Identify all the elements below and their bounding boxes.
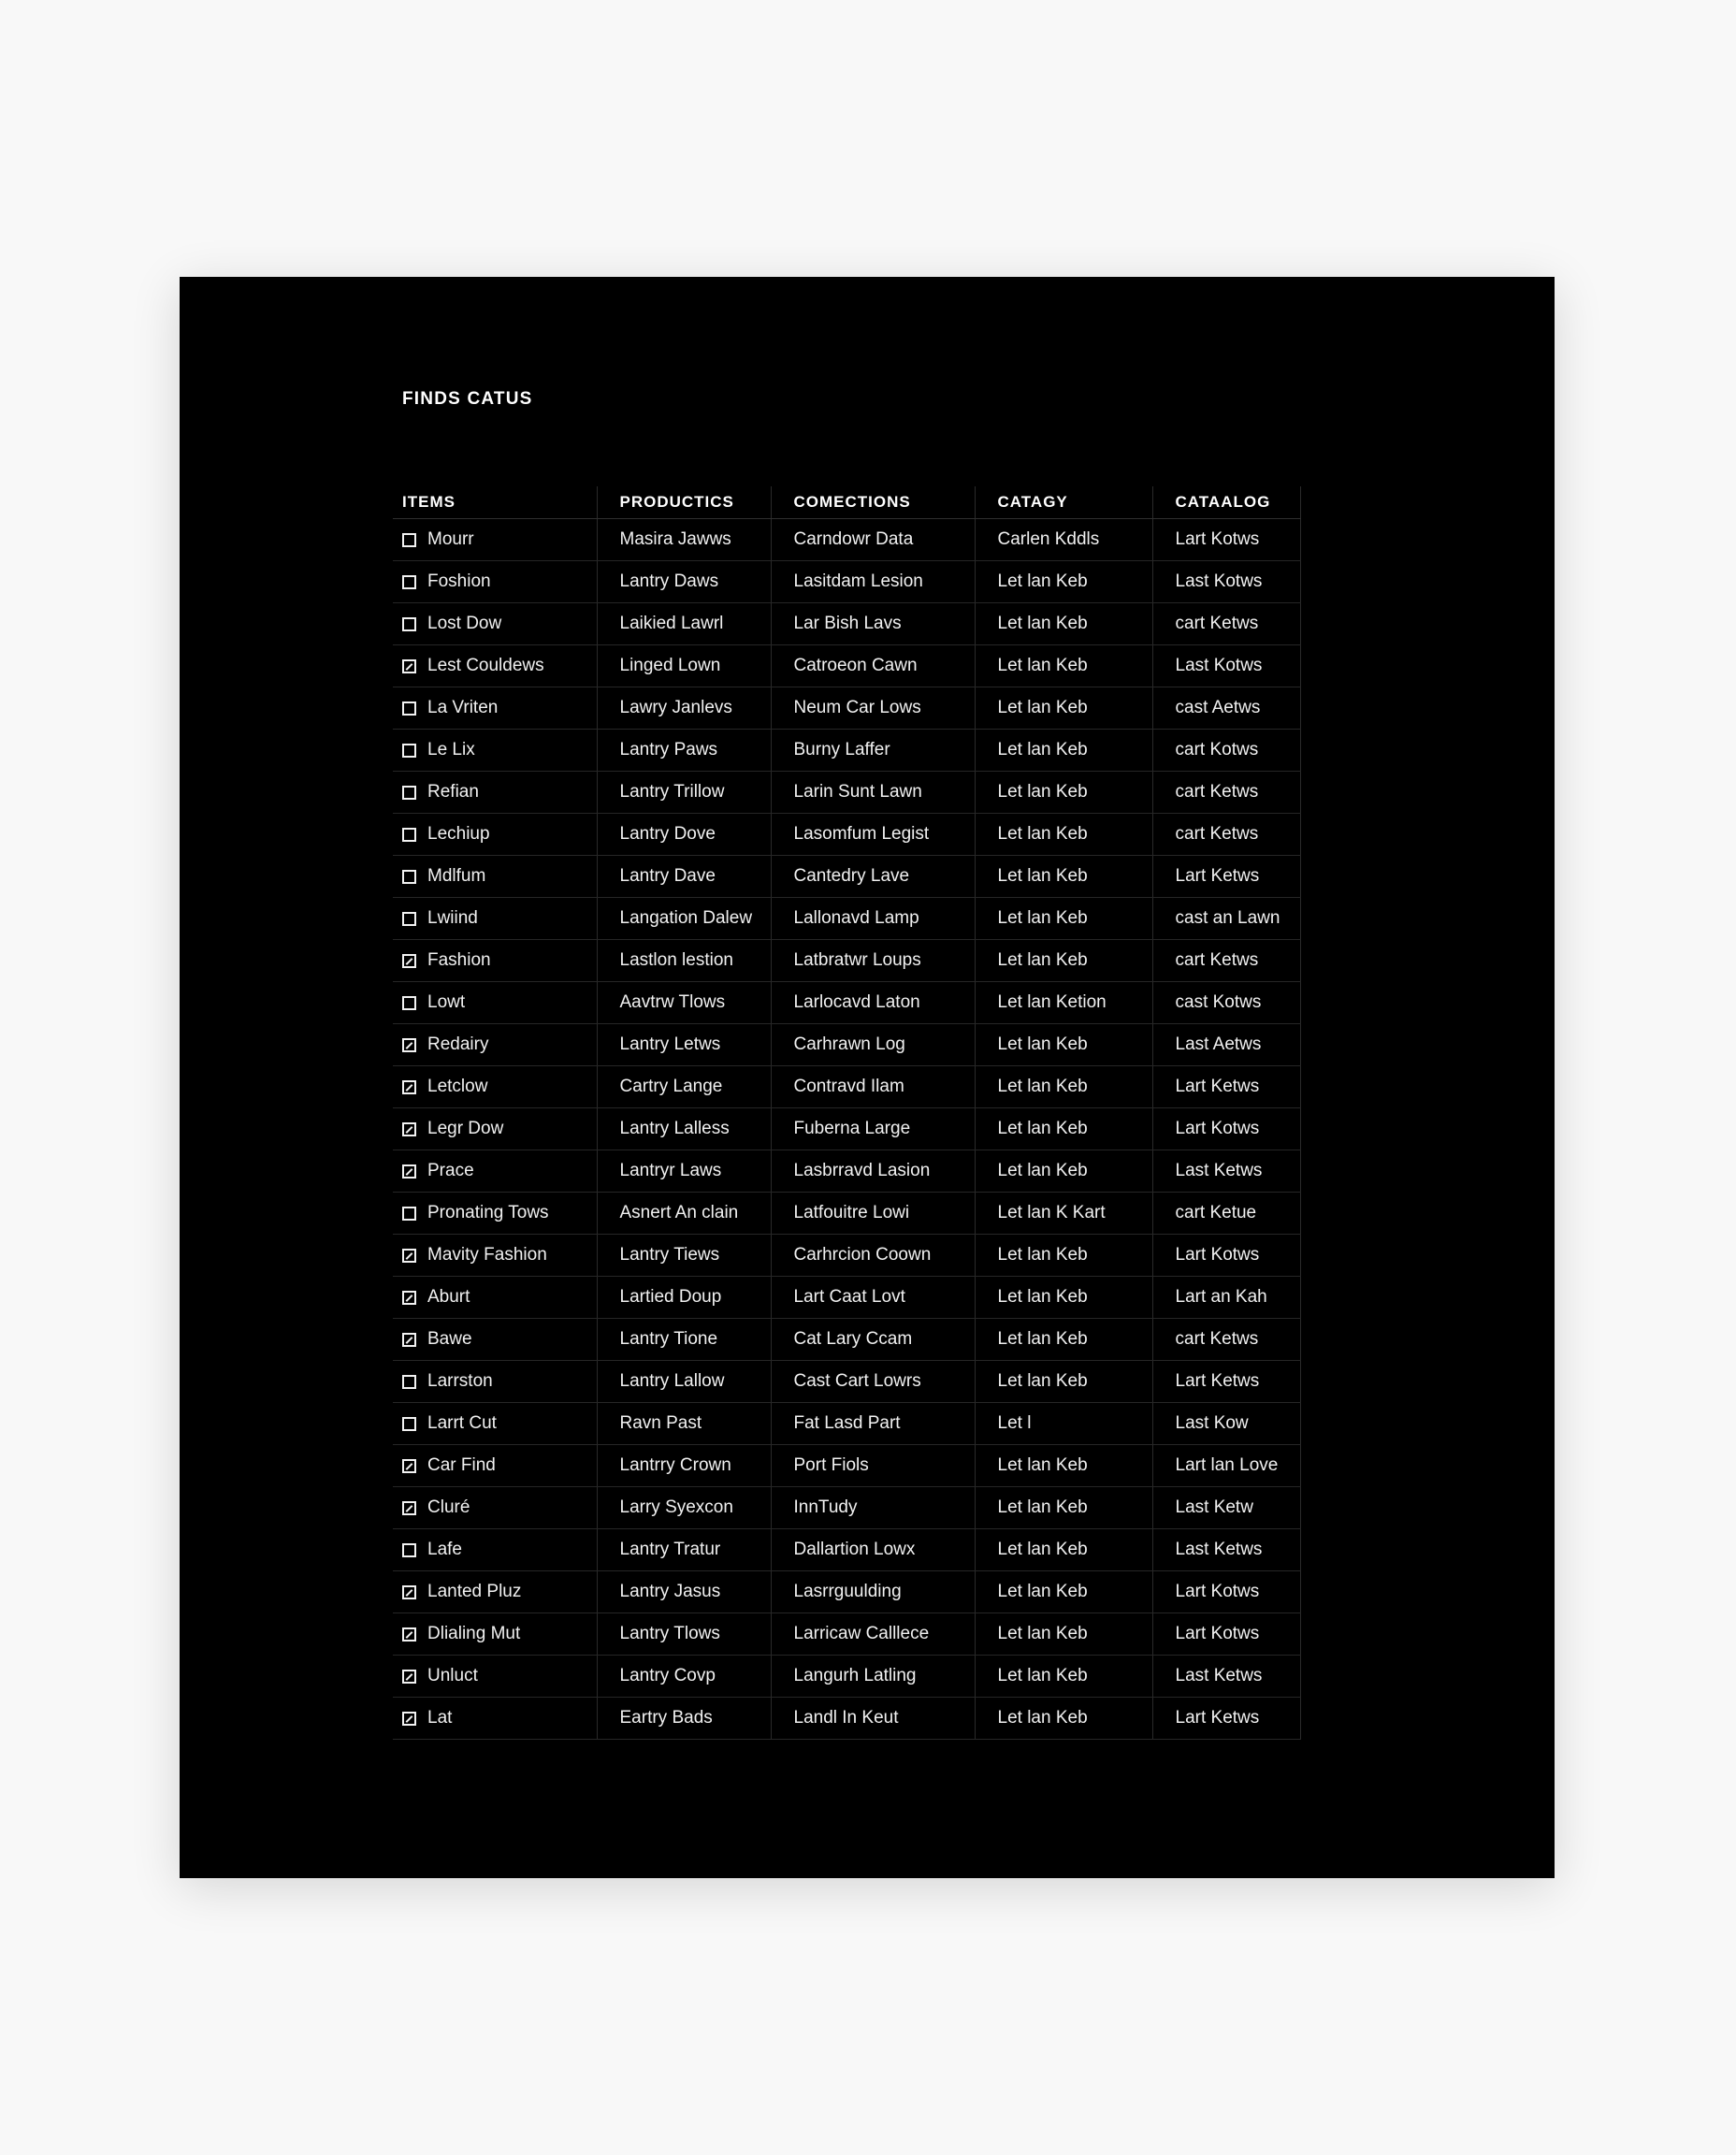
item-cell <box>393 1445 597 1487</box>
category-cell: Let lan Keb <box>975 898 1152 940</box>
table-row[interactable] <box>393 603 1300 645</box>
checkbox-icon[interactable] <box>402 1543 416 1557</box>
item-cell <box>393 1277 597 1319</box>
table-row[interactable] <box>393 982 1300 1024</box>
item-cell <box>393 856 597 898</box>
item-cell-content <box>402 740 597 760</box>
catalog-cell: Lart lan Love <box>1152 1445 1300 1487</box>
table-row[interactable] <box>393 1656 1300 1698</box>
item-cell <box>393 1613 597 1656</box>
category-cell: Let lan Keb <box>975 1319 1152 1361</box>
catalog-cell: Lart Kotws <box>1152 1108 1300 1150</box>
table-row[interactable] <box>393 1403 1300 1445</box>
item-cell <box>393 645 597 687</box>
item-label: Unluct <box>427 1666 478 1685</box>
collection-cell: Larin Sunt Lawn <box>771 772 975 814</box>
collection-cell: Cast Cart Lowrs <box>771 1361 975 1403</box>
catalog-cell: Last Kow <box>1152 1403 1300 1445</box>
item-cell-content <box>402 950 597 971</box>
item-cell <box>393 561 597 603</box>
product-cell: Lantry Letws <box>597 1024 771 1066</box>
product-cell: Cartry Lange <box>597 1066 771 1108</box>
collection-cell: Port Fiols <box>771 1445 975 1487</box>
catalog-cell: Last Ketws <box>1152 1529 1300 1571</box>
item-label: Legr Dow <box>427 1119 504 1138</box>
item-cell-content <box>402 866 597 887</box>
checkbox-icon[interactable] <box>402 1207 416 1221</box>
table-row[interactable] <box>393 940 1300 982</box>
item-cell <box>393 1571 597 1613</box>
table-row[interactable] <box>393 1529 1300 1571</box>
checked-checkbox-icon[interactable] <box>402 1038 416 1052</box>
checkbox-icon[interactable] <box>402 870 416 884</box>
table-row[interactable] <box>393 1024 1300 1066</box>
catalog-cell: Lart Ketws <box>1152 1066 1300 1108</box>
item-cell-content <box>402 1708 597 1728</box>
item-label: Lanted Pluz <box>427 1582 522 1601</box>
checked-checkbox-icon[interactable] <box>402 659 416 673</box>
item-cell <box>393 772 597 814</box>
column-header-comections[interactable]: COMECTIONS <box>771 486 975 519</box>
checked-checkbox-icon[interactable] <box>402 1080 416 1094</box>
column-header-catagy[interactable]: CATAGY <box>975 486 1152 519</box>
product-cell: Lantryr Laws <box>597 1150 771 1193</box>
collection-cell: Lasbrravd Lasion <box>771 1150 975 1193</box>
collection-cell: Lart Caat Lovt <box>771 1277 975 1319</box>
collection-cell: Catroeon Cawn <box>771 645 975 687</box>
catalog-cell: Lart Ketws <box>1152 856 1300 898</box>
collection-cell: Carndowr Data <box>771 519 975 561</box>
category-cell: Let lan Keb <box>975 814 1152 856</box>
category-cell: Let lan Keb <box>975 1277 1152 1319</box>
product-cell: Lantry Tratur <box>597 1529 771 1571</box>
category-cell: Let lan Keb <box>975 1487 1152 1529</box>
collection-cell: Burny Laffer <box>771 730 975 772</box>
checkbox-icon[interactable] <box>402 575 416 589</box>
table-row[interactable] <box>393 1319 1300 1361</box>
catalog-table-container <box>393 486 1300 1740</box>
table-row[interactable] <box>393 730 1300 772</box>
checkbox-icon[interactable] <box>402 617 416 631</box>
catalog-cell: Last Ketw <box>1152 1487 1300 1529</box>
category-cell: Let lan Keb <box>975 1108 1152 1150</box>
item-cell-content <box>402 529 597 550</box>
category-cell: Let l <box>975 1403 1152 1445</box>
checkbox-icon[interactable] <box>402 828 416 842</box>
item-label: Bawe <box>427 1329 472 1349</box>
product-cell: Lantry Daws <box>597 561 771 603</box>
category-cell: Let lan Keb <box>975 1235 1152 1277</box>
catalog-cell: Last Kotws <box>1152 561 1300 603</box>
catalog-cell: cart Ketws <box>1152 940 1300 982</box>
item-label: Lost Dow <box>427 614 502 633</box>
item-cell-content <box>402 1540 597 1560</box>
checked-checkbox-icon[interactable] <box>402 1712 416 1726</box>
collection-cell: Carhrcion Coown <box>771 1235 975 1277</box>
table-row[interactable] <box>393 814 1300 856</box>
table-row[interactable] <box>393 856 1300 898</box>
item-cell <box>393 1361 597 1403</box>
item-cell <box>393 898 597 940</box>
table-row[interactable] <box>393 1613 1300 1656</box>
catalog-cell: Lart Ketws <box>1152 1361 1300 1403</box>
collection-cell: Neum Car Lows <box>771 687 975 730</box>
item-cell <box>393 1150 597 1193</box>
item-cell-content <box>402 1624 597 1644</box>
catalog-cell: cart Kotws <box>1152 730 1300 772</box>
category-cell: Let lan Keb <box>975 1066 1152 1108</box>
item-label: Foshion <box>427 571 491 591</box>
item-label: Dlialing Mut <box>427 1624 521 1643</box>
collection-cell: Landl In Keut <box>771 1698 975 1740</box>
collection-cell: Latbratwr Loups <box>771 940 975 982</box>
item-cell-content <box>402 1666 597 1686</box>
catalog-cell: cart Ketue <box>1152 1193 1300 1235</box>
collection-cell: Fuberna Large <box>771 1108 975 1150</box>
item-label: Lafe <box>427 1540 462 1559</box>
item-cell <box>393 940 597 982</box>
table-row[interactable] <box>393 1277 1300 1319</box>
table-row[interactable] <box>393 1487 1300 1529</box>
category-cell: Let lan Keb <box>975 1698 1152 1740</box>
checkbox-icon[interactable] <box>402 1417 416 1431</box>
item-label: Lechiup <box>427 824 490 844</box>
item-cell <box>393 1319 597 1361</box>
collection-cell: Lasomfum Legist <box>771 814 975 856</box>
table-row[interactable] <box>393 645 1300 687</box>
product-cell: Larry Syexcon <box>597 1487 771 1529</box>
product-cell: Lastlon lestion <box>597 940 771 982</box>
table-row[interactable] <box>393 1571 1300 1613</box>
table-row[interactable] <box>393 1445 1300 1487</box>
collection-cell: Lar Bish Lavs <box>771 603 975 645</box>
item-cell-content <box>402 1329 597 1350</box>
item-cell <box>393 1403 597 1445</box>
item-label: Lwiind <box>427 908 478 928</box>
item-cell <box>393 814 597 856</box>
collection-cell: Larlocavd Laton <box>771 982 975 1024</box>
checkbox-icon[interactable] <box>402 744 416 758</box>
item-cell <box>393 1066 597 1108</box>
product-cell: Lantry Jasus <box>597 1571 771 1613</box>
catalog-cell: cart Ketws <box>1152 772 1300 814</box>
category-cell: Let lan Keb <box>975 940 1152 982</box>
item-cell-content <box>402 1077 597 1097</box>
item-cell-content <box>402 1203 597 1223</box>
catalog-cell: Lart Kotws <box>1152 1235 1300 1277</box>
category-cell: Let lan Keb <box>975 1529 1152 1571</box>
category-cell: Let lan Keb <box>975 1150 1152 1193</box>
item-cell-content <box>402 571 597 592</box>
checked-checkbox-icon[interactable] <box>402 1585 416 1599</box>
header-row <box>393 486 1300 519</box>
checked-checkbox-icon[interactable] <box>402 1670 416 1684</box>
item-label: Aburt <box>427 1287 470 1307</box>
checked-checkbox-icon[interactable] <box>402 1249 416 1263</box>
product-cell: Asnert An clain <box>597 1193 771 1235</box>
category-cell: Let lan Keb <box>975 772 1152 814</box>
table-row[interactable] <box>393 772 1300 814</box>
item-cell-content <box>402 1119 597 1139</box>
collection-cell: Contravd Ilam <box>771 1066 975 1108</box>
table-header <box>393 486 1300 519</box>
item-label: Redairy <box>427 1034 489 1054</box>
catalog-cell: Lart Kotws <box>1152 1613 1300 1656</box>
catalog-cell: Lart Kotws <box>1152 1571 1300 1613</box>
item-cell <box>393 982 597 1024</box>
item-cell <box>393 603 597 645</box>
item-cell-content <box>402 698 597 718</box>
catalog-cell: cast Kotws <box>1152 982 1300 1024</box>
category-cell: Let lan Keb <box>975 603 1152 645</box>
collection-cell: Carhrawn Log <box>771 1024 975 1066</box>
table-row[interactable] <box>393 1150 1300 1193</box>
collection-cell: Cat Lary Ccam <box>771 1319 975 1361</box>
product-cell: Laikied Lawrl <box>597 603 771 645</box>
item-label: Pronating Tows <box>427 1203 549 1222</box>
item-cell <box>393 687 597 730</box>
item-cell <box>393 1024 597 1066</box>
item-label: Fashion <box>427 950 491 970</box>
table-body <box>393 519 1300 1740</box>
item-label: Lest Couldews <box>427 656 544 675</box>
category-cell: Let lan Keb <box>975 1024 1152 1066</box>
item-label: Prace <box>427 1161 474 1180</box>
item-label: Car Find <box>427 1455 496 1475</box>
checked-checkbox-icon[interactable] <box>402 1627 416 1642</box>
catalog-cell: cart Ketws <box>1152 1319 1300 1361</box>
catalog-cell: Lart Ketws <box>1152 1698 1300 1740</box>
collection-cell: Fat Lasd Part <box>771 1403 975 1445</box>
product-cell: Lantry Tiews <box>597 1235 771 1277</box>
checked-checkbox-icon[interactable] <box>402 1122 416 1136</box>
catalog-cell: Last Ketws <box>1152 1150 1300 1193</box>
collection-cell: Latfouitre Lowi <box>771 1193 975 1235</box>
category-cell: Let lan Keb <box>975 561 1152 603</box>
table-row[interactable] <box>393 561 1300 603</box>
product-cell: Lartied Doup <box>597 1277 771 1319</box>
category-cell: Let lan K Kart <box>975 1193 1152 1235</box>
collection-cell: Langurh Latling <box>771 1656 975 1698</box>
catalog-cell: Last Ketws <box>1152 1656 1300 1698</box>
category-cell: Let lan Keb <box>975 687 1152 730</box>
checked-checkbox-icon[interactable] <box>402 1459 416 1473</box>
catalog-table <box>393 486 1301 1740</box>
item-cell <box>393 1698 597 1740</box>
item-label: Lat <box>427 1708 453 1728</box>
table-row[interactable] <box>393 519 1300 561</box>
checkbox-icon[interactable] <box>402 786 416 800</box>
checkbox-icon[interactable] <box>402 996 416 1010</box>
column-header-productics[interactable]: PRODUCTICS <box>597 486 771 519</box>
product-cell: Lantry Dove <box>597 814 771 856</box>
item-label: Larrt Cut <box>427 1413 497 1433</box>
item-cell-content <box>402 824 597 845</box>
item-label: Refian <box>427 782 479 802</box>
category-cell: Let lan Keb <box>975 645 1152 687</box>
item-label: Mourr <box>427 529 474 549</box>
collection-cell: Lasitdam Lesion <box>771 561 975 603</box>
category-cell: Let lan Keb <box>975 1361 1152 1403</box>
category-cell: Let lan Keb <box>975 856 1152 898</box>
item-cell <box>393 1108 597 1150</box>
product-cell: Lantry Tione <box>597 1319 771 1361</box>
checkbox-icon[interactable] <box>402 701 416 716</box>
item-cell <box>393 1656 597 1698</box>
product-cell: Lantry Trillow <box>597 772 771 814</box>
checked-checkbox-icon[interactable] <box>402 1333 416 1347</box>
item-cell-content <box>402 656 597 676</box>
item-label: Letclow <box>427 1077 488 1096</box>
category-cell: Let lan Keb <box>975 1656 1152 1698</box>
table-row[interactable] <box>393 898 1300 940</box>
table-row[interactable] <box>393 1193 1300 1235</box>
item-cell <box>393 1193 597 1235</box>
catalog-cell: Lart Kotws <box>1152 519 1300 561</box>
catalog-cell: cast Aetws <box>1152 687 1300 730</box>
item-cell <box>393 730 597 772</box>
catalog-cell: cart Ketws <box>1152 814 1300 856</box>
table-row[interactable] <box>393 1361 1300 1403</box>
product-cell: Lantry Paws <box>597 730 771 772</box>
panel-title: FINDS CATUS <box>402 389 533 409</box>
item-label: Lowt <box>427 992 466 1012</box>
table-row[interactable] <box>393 1698 1300 1740</box>
product-cell: Lantry Tlows <box>597 1613 771 1656</box>
collection-cell: InnTudy <box>771 1487 975 1529</box>
item-cell-content <box>402 1413 597 1434</box>
item-label: Larrston <box>427 1371 493 1391</box>
item-cell-content <box>402 1455 597 1476</box>
checked-checkbox-icon[interactable] <box>402 954 416 968</box>
category-cell: Let lan Keb <box>975 1613 1152 1656</box>
checkbox-icon[interactable] <box>402 533 416 547</box>
item-label: Mdlfum <box>427 866 486 886</box>
table-row[interactable] <box>393 1235 1300 1277</box>
checked-checkbox-icon[interactable] <box>402 1501 416 1515</box>
collection-cell: Larricaw Calllece <box>771 1613 975 1656</box>
collection-cell: Cantedry Lave <box>771 856 975 898</box>
table-row[interactable] <box>393 687 1300 730</box>
product-cell: Linged Lown <box>597 645 771 687</box>
catalog-panel <box>180 277 1555 1878</box>
item-label: La Vriten <box>427 698 499 717</box>
item-label: Cluré <box>427 1497 470 1517</box>
category-cell: Let lan Keb <box>975 730 1152 772</box>
item-cell <box>393 1487 597 1529</box>
item-cell-content <box>402 908 597 929</box>
catalog-cell: Last Aetws <box>1152 1024 1300 1066</box>
item-cell-content <box>402 1371 597 1392</box>
category-cell: Let lan Keb <box>975 1571 1152 1613</box>
item-cell-content <box>402 1034 597 1055</box>
product-cell: Ravn Past <box>597 1403 771 1445</box>
product-cell: Lantry Lalless <box>597 1108 771 1150</box>
checkbox-icon[interactable] <box>402 1375 416 1389</box>
checked-checkbox-icon[interactable] <box>402 1164 416 1179</box>
product-cell: Lantrry Crown <box>597 1445 771 1487</box>
table-row[interactable] <box>393 1066 1300 1108</box>
column-header-cataalog[interactable]: CATAALOG <box>1152 486 1300 519</box>
catalog-cell: Lart an Kah <box>1152 1277 1300 1319</box>
item-cell <box>393 1235 597 1277</box>
item-cell-content <box>402 992 597 1013</box>
checked-checkbox-icon[interactable] <box>402 1291 416 1305</box>
collection-cell: Lasrrguulding <box>771 1571 975 1613</box>
item-cell <box>393 1529 597 1571</box>
item-label: Le Lix <box>427 740 475 759</box>
product-cell: Lantry Lallow <box>597 1361 771 1403</box>
product-cell: Lantry Covp <box>597 1656 771 1698</box>
item-cell-content <box>402 1497 597 1518</box>
item-cell-content <box>402 782 597 803</box>
collection-cell: Dallartion Lowx <box>771 1529 975 1571</box>
product-cell: Langation Dalew <box>597 898 771 940</box>
catalog-cell: cart Ketws <box>1152 603 1300 645</box>
category-cell: Let lan Keb <box>975 1445 1152 1487</box>
checkbox-icon[interactable] <box>402 912 416 926</box>
item-label: Mavity Fashion <box>427 1245 547 1265</box>
column-header-items[interactable]: ITEMS <box>393 486 597 519</box>
category-cell: Let lan Ketion <box>975 982 1152 1024</box>
product-cell: Eartry Bads <box>597 1698 771 1740</box>
catalog-cell: Last Kotws <box>1152 645 1300 687</box>
product-cell: Lawry Janlevs <box>597 687 771 730</box>
product-cell: Lantry Dave <box>597 856 771 898</box>
item-cell-content <box>402 1582 597 1602</box>
product-cell: Masira Jawws <box>597 519 771 561</box>
product-cell: Aavtrw Tlows <box>597 982 771 1024</box>
table-row[interactable] <box>393 1108 1300 1150</box>
collection-cell: Lallonavd Lamp <box>771 898 975 940</box>
item-cell-content <box>402 1161 597 1181</box>
item-cell-content <box>402 1287 597 1308</box>
item-cell-content <box>402 1245 597 1266</box>
item-cell <box>393 519 597 561</box>
item-cell-content <box>402 614 597 634</box>
category-cell: Carlen Kddls <box>975 519 1152 561</box>
catalog-cell: cast an Lawn <box>1152 898 1300 940</box>
